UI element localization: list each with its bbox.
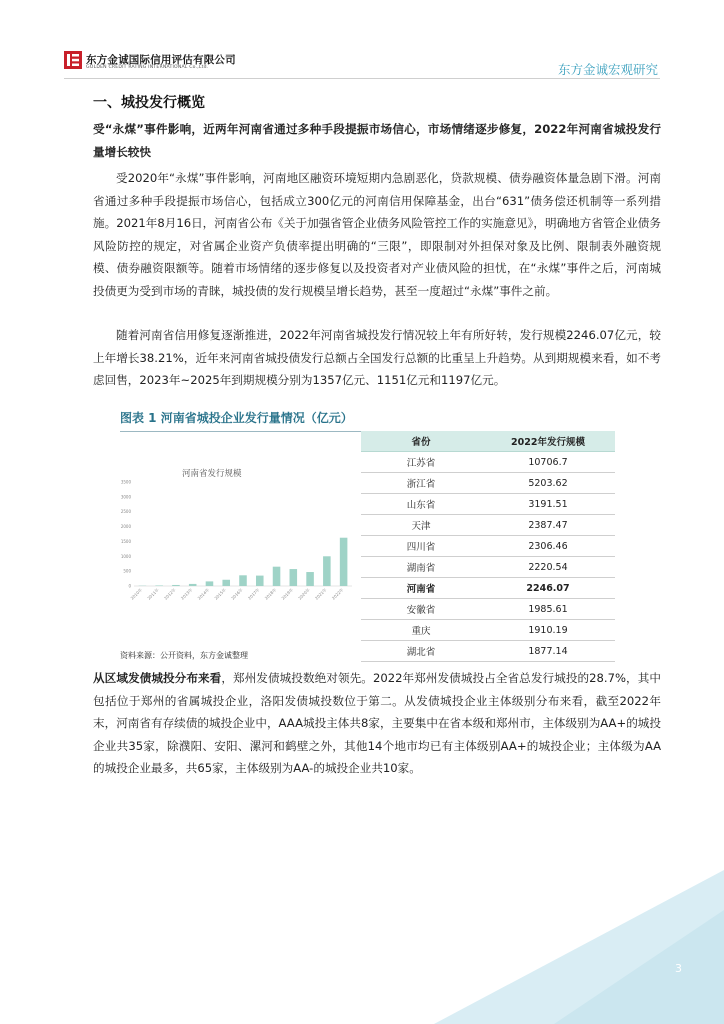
x-tick-label: 2018年 [263, 587, 278, 601]
cell-province: 重庆 [361, 620, 481, 641]
cell-province: 江苏省 [361, 452, 481, 473]
x-tick-label: 2016年 [230, 587, 244, 601]
cell-value: 2387.47 [481, 515, 615, 536]
cell-value: 1985.61 [481, 599, 615, 620]
paragraph-3 [93, 667, 661, 780]
bar-2020年 [306, 572, 314, 586]
x-tick-label: 2022年 [330, 587, 345, 601]
bar-chart [120, 452, 358, 642]
x-tick-label: 2014年 [196, 587, 211, 601]
company-logo-icon [64, 51, 82, 69]
table-row [361, 536, 615, 557]
x-tick-label: 2020年 [297, 587, 311, 601]
x-tick-label: 2021年 [313, 587, 328, 601]
cell-value: 1877.14 [481, 641, 615, 662]
y-tick-label: 500 [123, 568, 131, 574]
x-tick-label: 2017年 [246, 587, 261, 601]
bar-2022年 [340, 538, 348, 586]
header-province: 省份 [361, 431, 481, 452]
y-tick-label: 0 [128, 583, 131, 589]
lead-paragraph: 受“永煤”事件影响，近两年河南省通过多种手段提振市场信心，市场情绪逐步修复，2022年河南省城投发行量增长较快 [93, 122, 661, 159]
cell-province: 浙江省 [361, 473, 481, 494]
cell-province: 天津 [361, 515, 481, 536]
cell-value: 1910.19 [481, 620, 615, 641]
table-row [361, 599, 615, 620]
cell-province: 湖南省 [361, 557, 481, 578]
cell-province: 湖北省 [361, 641, 481, 662]
cell-province: 四川省 [361, 536, 481, 557]
y-tick-label: 2000 [120, 524, 131, 530]
chart-title: 河南省发行规模 [182, 469, 242, 479]
figure-source: 资料来源：公开资料，东方金诚整理 [120, 651, 248, 660]
province-issuance-table [361, 431, 615, 662]
paragraph-2: 随着河南省信用修复逐渐推进，2022年河南省城投发行情况较上年有所好转，发行规模2246.07亿元，较上年增长38.21%，近年来河南省城投债发行总额占全国发行总额的比重呈上升趋势。从到期规模来看，如不考虑回售，2023年~2025年到期规模分别为1357亿元、1151亿元和1197亿元。 [93, 328, 661, 388]
table-row [361, 641, 615, 662]
section-title: 一、城投发行概览 [93, 95, 205, 111]
cell-value: 5203.62 [481, 473, 615, 494]
table-row [361, 578, 615, 599]
report-series: 东方金诚宏观研究 [557, 62, 658, 77]
table-row [361, 557, 615, 578]
x-tick-label: 2019年 [280, 587, 295, 601]
x-tick-label: 2010年 [129, 587, 144, 601]
company-name-cn: 东方金诚国际信用评估有限公司 [86, 54, 236, 66]
table-row [361, 494, 615, 515]
page-header [0, 0, 724, 86]
bar-2017年 [256, 576, 264, 586]
cell-province: 河南省 [361, 578, 481, 599]
company-name-en: GOLDEN CREDIT RATING INTERNATIONAL Co.,Ltd. [86, 65, 209, 70]
x-tick-label: 2015年 [213, 587, 227, 601]
x-tick-label: 2013年 [179, 587, 194, 601]
y-tick-label: 2500 [120, 509, 131, 515]
paragraph-3-body: ，郑州发债城投数绝对领先。2022年郑州发债城投占全省总发行城投的28.7%，其中包括位于郑州的省属城投企业，洛阳发债城投数位于第二。从发债城投企业主体级别分布来看，截至2022年末，河南省有存续债的城投企业中，AAA城投主体共8家，主要集中在省本级和郑州市，主体级别为AA+的城投企业共35家，除濮阳、安阳、漯河和鹤壁之外，其他14个地市均已有主体级别AA+的城投企业；主体级为AA的城投企业最多，共65家，主体级别为AA-的城投企业共10家。 [93, 671, 661, 776]
table-row [361, 473, 615, 494]
x-tick-label: 2011年 [146, 587, 160, 601]
bar-2019年 [290, 569, 298, 586]
bar-2016年 [239, 575, 247, 586]
bar-2014年 [206, 581, 214, 586]
x-tick-label: 2012年 [163, 587, 177, 601]
cell-value: 10706.7 [481, 452, 615, 473]
cell-province: 安徽省 [361, 599, 481, 620]
figure-title: 图表 1 河南省城投企业发行量情况（亿元） [120, 411, 353, 425]
bar-2015年 [222, 580, 230, 586]
table-row [361, 620, 615, 641]
cell-province: 山东省 [361, 494, 481, 515]
table-row [361, 515, 615, 536]
y-tick-label: 3500 [120, 479, 131, 485]
bar-2011年 [155, 585, 163, 586]
table-row [361, 452, 615, 473]
y-tick-label: 1000 [120, 553, 131, 559]
header-divider [64, 78, 660, 79]
cell-value: 2220.54 [481, 557, 615, 578]
table-header-row [361, 431, 615, 452]
cell-value: 2306.46 [481, 536, 615, 557]
cell-value: 3191.51 [481, 494, 615, 515]
cell-value: 2246.07 [481, 578, 615, 599]
paragraph-1: 受2020年“永煤”事件影响，河南地区融资环境短期内急剧恶化，贷款规模、债券融资体量急剧下滑。河南省通过多种手段提振市场信心，包括成立300亿元的河南信用保障基金，出台“631”债务偿还机制等一系列措施。2021年8月16日，河南省公布《关于加强省管企业债务风险管控工作的实施意见》，明确地方省管企业债务风险防控的规定，对省属企业资产负债率提出明确的“三限”，即限制对外担保对象及比例、限制表外融资规模、债券融资限额等。随着市场情绪的逐步修复以及投资者对产业债风险的担忧，在“永煤”事件之后，河南城投债更为受到市场的青睐，城投债的发行规模呈增长趋势，甚至一度超过“永煤”事件之前。 [93, 171, 661, 298]
corner-decoration [434, 870, 724, 1024]
y-tick-label: 1500 [120, 538, 131, 544]
bar-2018年 [273, 567, 281, 586]
header-value: 2022年发行规模 [481, 431, 615, 452]
bar-2012年 [172, 585, 180, 586]
paragraph-3-lead: 从区域发债城投分布来看 [93, 671, 222, 685]
bar-2021年 [323, 556, 331, 586]
y-tick-label: 3000 [120, 494, 131, 500]
bar-2013年 [189, 584, 197, 586]
page-number: 3 [675, 962, 682, 975]
